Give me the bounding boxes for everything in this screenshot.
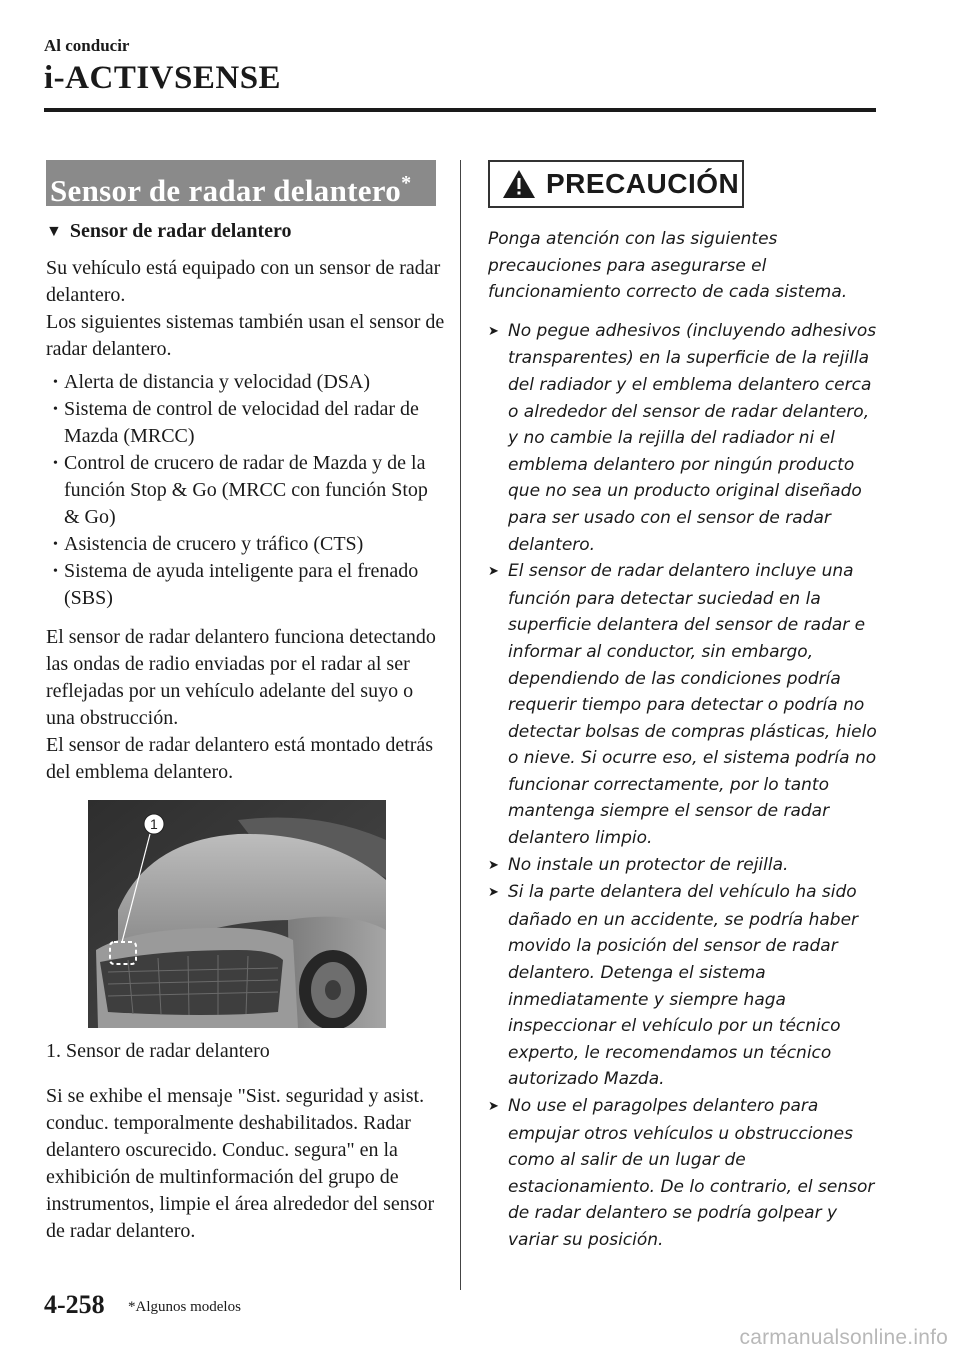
section-title-bar — [46, 160, 436, 206]
watermark: carmanualsonline.info — [739, 1326, 948, 1349]
car-front-illustration — [88, 800, 386, 1028]
caution-label: PRECAUCIÓN — [546, 168, 740, 199]
list-item: • Sistema de control de velocidad del radar de Mazda (MRCC) — [53, 398, 419, 447]
right-column — [488, 160, 878, 1254]
arrow-right-icon: ➤ — [488, 1099, 499, 1114]
warning-triangle-icon — [502, 169, 536, 199]
chapter-title: i-ACTIVSENSE — [44, 60, 282, 96]
figure-callout-number: 1 — [150, 816, 158, 832]
subheading-text: Sensor de radar delantero — [69, 220, 292, 242]
systems-list — [46, 369, 446, 612]
bullet-icon: • — [53, 564, 58, 579]
triangle-down-icon: ▼ — [46, 222, 62, 240]
figure-caption: 1. Sensor de radar delantero — [46, 1040, 270, 1062]
section-title: Sensor de radar delantero — [50, 173, 402, 208]
page-number: 4-258 — [44, 1290, 105, 1319]
bullet-icon: • — [53, 456, 58, 471]
list-item: • Alerta de distancia y velocidad (DSA) — [46, 369, 446, 396]
list-item: ➤ No pegue adhesivos (incluyendo adhesivos transparentes) en la superficie de la rejilla del radiador y el emblema delantero cerca o alrededor del sensor de radar delantero, y no cambie la rejilla del radiador ni el emblema delantero por ningún producto que no sea un producto original diseñado para ser usado con el sensor de radar delantero. — [488, 320, 877, 555]
header-rule — [44, 108, 876, 112]
bullet-icon: • — [53, 402, 58, 417]
subheading — [46, 220, 446, 243]
caution-header — [488, 160, 744, 208]
list-item: ➤ El sensor de radar delantero incluye una función para detectar suciedad en la superficie delantera del sensor de radar e informar al conductor, sin embargo, dependiendo de las condiciones podría requerir tiempo para detectar o podría no detectar bolsas de compras plásticas, hielo o nieve. Si ocurre eso, el sistema podría no funcionar correctamente, por lo tanto mantenga siempre el sensor de radar delantero limpio. — [488, 561, 877, 849]
optional-equipment-mark: * — [401, 172, 412, 194]
arrow-right-icon: ➤ — [488, 323, 499, 339]
list-item: ➤ No use el paragolpes delantero para empujar otros vehículos u obstrucciones como al salir de un lugar de estacionamiento. De lo contrario, el sensor de radar delantero se podría golpear y variar su posición. — [488, 1096, 875, 1250]
location-paragraph: El sensor de radar delantero está montado detrás del emblema delantero. — [46, 734, 434, 783]
footnote: *Algunos modelos — [128, 1299, 241, 1315]
operation-paragraph: El sensor de radar delantero funciona detectando las ondas de radio enviadas por el radar al ser reflejadas por un vehículo adelante del suyo o una obstrucción. — [46, 626, 436, 729]
caution-intro: Ponga atención con las siguientes precauciones para asegurarse el funcionamiento correcto de cada sistema. — [488, 229, 848, 303]
message-paragraph: Si se exhibe el mensaje "Sist. seguridad y asist. conduc. temporalmente deshabilitados. Radar delantero oscurecido. Conduc. segura" en la exhibición de multinformación del grupo de instrumentos, limpie el área alrededor del sensor de radar delantero. — [46, 1085, 435, 1242]
intro-paragraph: Su vehículo está equipado con un sensor de radar delantero. — [46, 257, 441, 306]
bullet-icon: • — [53, 537, 58, 552]
arrow-right-icon: ➤ — [488, 564, 499, 580]
systems-intro-paragraph: Los siguientes sistemas también usan el sensor de radar delantero. — [46, 311, 445, 360]
caution-list — [488, 318, 878, 1254]
left-column — [46, 160, 446, 1245]
column-divider — [460, 160, 461, 1290]
arrow-right-icon: ➤ — [488, 885, 499, 901]
list-item: • Control de crucero de radar de Mazda y de la función Stop & Go (MRCC con función Stop & Go) — [53, 452, 428, 528]
list-item: ➤ No instale un protector de rejilla. — [488, 852, 878, 880]
list-item: • Asistencia de crucero y tráfico (CTS) — [46, 531, 446, 558]
bullet-icon: • — [53, 375, 58, 390]
list-item: ➤ Si la parte delantera del vehículo ha sido dañado en un accidente, se podría haber movido la posición del sensor de radar delantero. Detenga el sistema inmediatamente y siempre haga inspeccionar el vehículo por un técnico experto, le recomendamos un técnico autorizado Mazda. — [488, 882, 859, 1090]
arrow-right-icon: ➤ — [488, 857, 499, 873]
list-item: • Sistema de ayuda inteligente para el frenado (SBS) — [53, 560, 419, 609]
section-label: Al conducir — [44, 36, 130, 55]
